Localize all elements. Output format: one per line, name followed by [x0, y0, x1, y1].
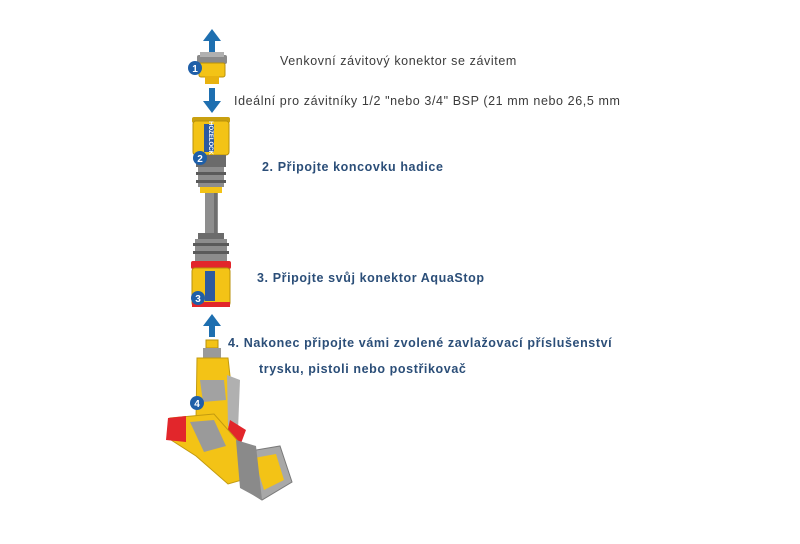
step-4-description: trysku, pistoli nebo postřikovač	[259, 362, 467, 376]
brand-label: HOZELOCK	[207, 121, 213, 155]
step-3-badge	[191, 291, 205, 305]
step-3-title: 3. Připojte svůj konektor AquaStop	[257, 271, 485, 285]
step-1-badge	[188, 61, 202, 75]
step-1-number: 1	[192, 64, 198, 75]
step-4-title: 4. Nakonec připojte vámi zvolené zavlažovací příslušenství	[228, 336, 613, 350]
step-2-number: 2	[197, 154, 203, 165]
step-1-description: Ideální pro závitníky 1/2 "nebo 3/4" BSP (21 mm nebo 26,5 mm	[234, 94, 621, 108]
step-1-title: Venkovní závitový konektor se závitem	[280, 54, 517, 68]
step-3-number: 3	[195, 294, 201, 305]
arrow-down-icon	[203, 88, 221, 113]
step-4-number: 4	[194, 399, 200, 410]
step-4-badge	[190, 396, 204, 410]
garden-hose	[205, 193, 218, 233]
arrow-up-icon	[203, 29, 221, 54]
step-2-badge	[193, 151, 207, 165]
arrow-up-icon-2	[203, 314, 221, 337]
step-2-title: 2. Připojte koncovku hadice	[262, 160, 444, 174]
